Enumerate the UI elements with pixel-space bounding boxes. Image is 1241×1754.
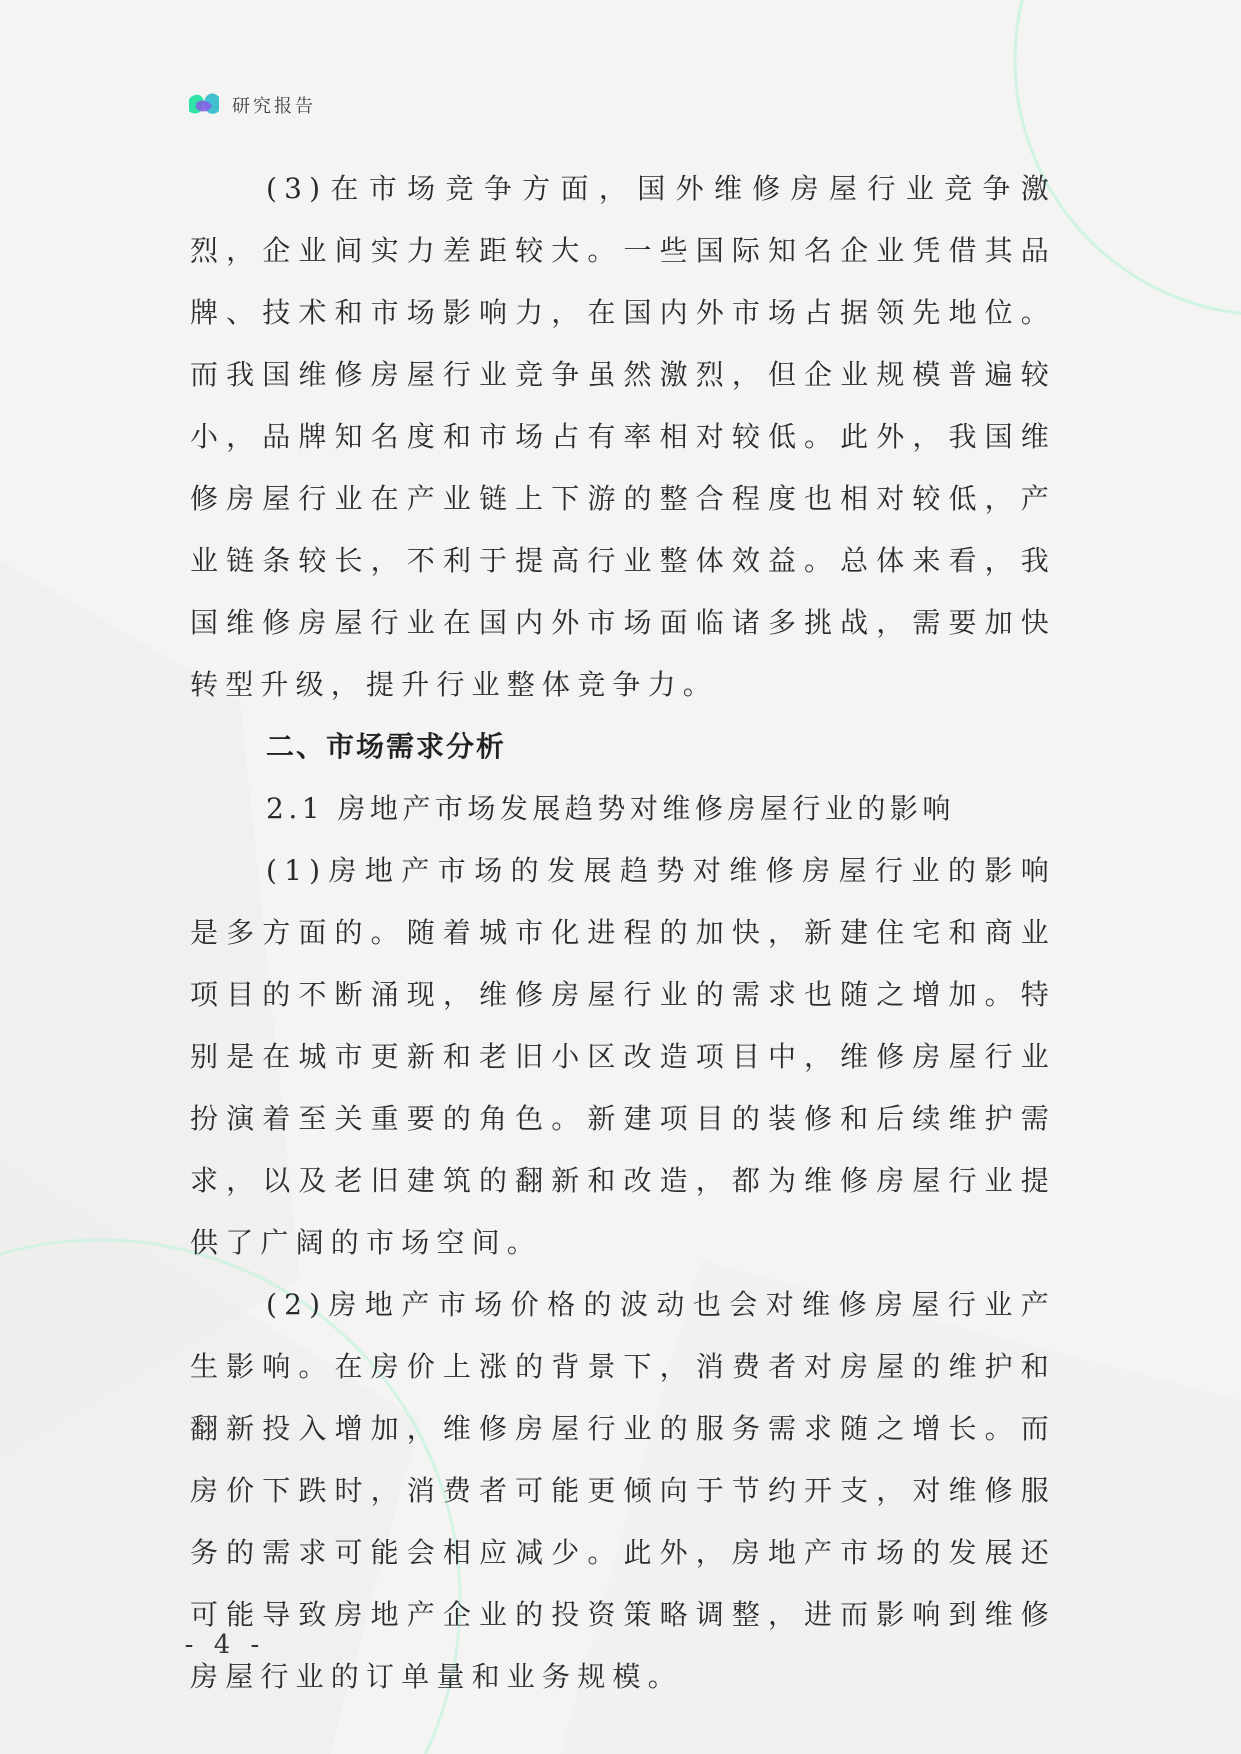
- report-body: [190, 158, 1056, 1708]
- paragraph-market-competition: (3)在市场竞争方面，国外维修房屋行业竞争激烈，企业间实力差距较大。一些国际知名企业凭借其品牌、技术和市场影响力，在国内外市场占据领先地位。而我国维修房屋行业竞争虽然激烈，但企业规模普遍较小，品牌知名度和市场占有率相对较低。此外，我国维修房屋行业在产业链上下游的整合程度也相对较低，产业链条较长，不利于提高行业整体效益。总体来看，我国维修房屋行业在国内外市场面临诸多挑战，需要加快转型升级，提升行业整体竞争力。: [190, 172, 1056, 701]
- brand-leaf-logo-icon: [186, 89, 222, 121]
- paragraph-market-trend: (1)房地产市场的发展趋势对维修房屋行业的影响是多方面的。随着城市化进程的加快，新建住宅和商业项目的不断涌现，维修房屋行业的需求也随之增加。特别是在城市更新和老旧小区改造项目中，维修房屋行业扮演着至关重要的角色。新建项目的装修和后续维护需求，以及老旧建筑的翻新和改造，都为维修房屋行业提供了广阔的市场空间。: [190, 854, 1056, 1259]
- report-type-label: 研究报告: [232, 96, 316, 117]
- paragraph-price-fluctuation: (2)房地产市场价格的波动也会对维修房屋行业产生影响。在房价上涨的背景下，消费者对房屋的维护和翻新投入增加，维修房屋行业的服务需求随之增长。而房价下跌时，消费者可能更倾向于节约开支，对维修服务的需求可能会相应减少。此外，房地产市场的发展还可能导致房地产企业的投资策略调整，进而影响到维修房屋行业的订单量和业务规模。: [190, 1288, 1056, 1693]
- page-number: - 4 -: [184, 1630, 266, 1660]
- subsection-heading: 2.1 房地产市场发展趋势对维修房屋行业的影响: [266, 792, 955, 825]
- section-heading: 二、市场需求分析: [266, 730, 507, 763]
- page-header: [186, 88, 316, 122]
